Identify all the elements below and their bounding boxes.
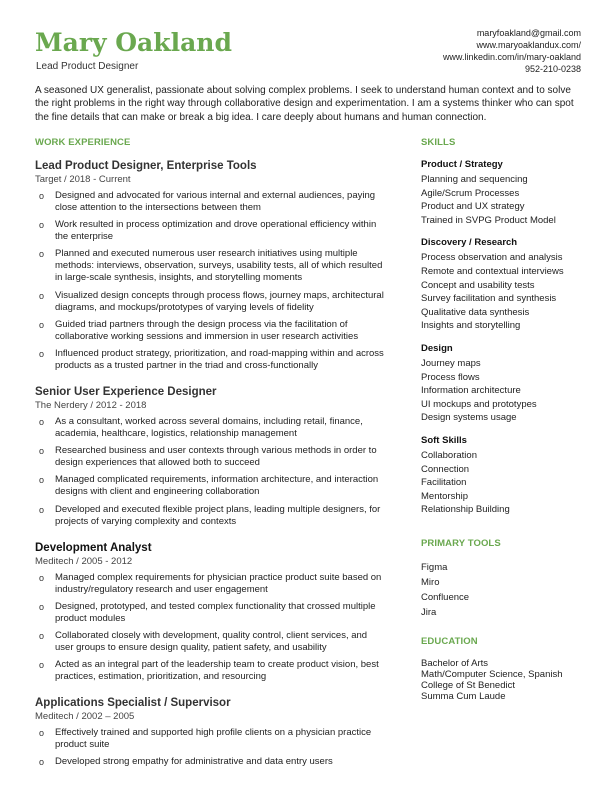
contact-linkedin[interactable]: www.linkedin.com/in/mary-oakland <box>442 52 581 62</box>
job-bullet <box>35 727 385 751</box>
tool-item: Jira <box>421 606 437 618</box>
job-list <box>35 159 385 768</box>
job-meta: Target / 2018 - Current <box>35 174 131 185</box>
hollow-circle-bullet-icon: o <box>39 475 45 486</box>
skill-groups <box>421 159 591 517</box>
contact-email[interactable]: maryfoakland@gmail.com <box>476 28 581 38</box>
job-bullet <box>35 445 385 469</box>
tool-item: Miro <box>421 576 440 588</box>
skill-item: Collaboration <box>421 449 477 461</box>
job-bullet <box>35 348 385 372</box>
job-bullet <box>35 756 385 768</box>
hollow-circle-bullet-icon: o <box>39 728 45 739</box>
job-bullet-text: Managed complicated requirements, information architecture, and interaction designs with client and engineering collaboration <box>55 474 379 498</box>
contact-website[interactable]: www.maryoaklandux.com/ <box>476 40 581 50</box>
skill-item: Process observation and analysis <box>421 252 563 264</box>
job-title: Lead Product Designer, Enterprise Tools <box>35 160 257 172</box>
contact-block <box>443 27 581 75</box>
skill-item: UI mockups and prototypes <box>421 398 537 410</box>
education-heading: EDUCATION <box>421 635 478 647</box>
job-bullet-text: Developed and executed flexible project plans, leading multiple designers, for projects of varying complexity and contexts <box>55 503 381 527</box>
hollow-circle-bullet-icon: o <box>39 630 45 641</box>
job-bullet <box>35 504 385 528</box>
job-title: Senior User Experience Designer <box>35 385 217 398</box>
skill-item: Concept and usability tests <box>421 279 535 291</box>
tools-heading: PRIMARY TOOLS <box>421 537 501 549</box>
hollow-circle-bullet-icon: o <box>39 249 45 260</box>
skill-group-items <box>421 357 591 425</box>
tools-list <box>421 560 591 620</box>
job-meta: The Nerdery / 2012 - 2018 <box>35 399 147 411</box>
job-entry <box>35 541 385 684</box>
skill-item: Information architecture <box>421 385 521 397</box>
hollow-circle-bullet-icon: o <box>39 660 45 671</box>
skill-item: Facilitation <box>421 477 467 489</box>
skill-item: Survey facilitation and synthesis <box>421 293 557 305</box>
job-entry <box>35 696 385 768</box>
education-item: Math/Computer Science, Spanish <box>421 668 563 680</box>
job-title: Development Analyst <box>35 541 152 554</box>
skill-item: Mentorship <box>421 490 468 502</box>
skill-item: Product and UX strategy <box>421 201 525 213</box>
job-meta: Meditech / 2002 – 2005 <box>35 711 135 723</box>
hollow-circle-bullet-icon: o <box>39 290 45 301</box>
hollow-circle-bullet-icon: o <box>39 348 45 359</box>
job-bullet-text: Acted as an integral part of the leadership team to create product vision, best practices, estimation, prioritization, and resourcing <box>55 659 379 683</box>
hollow-circle-bullet-icon: o <box>39 446 45 457</box>
job-bullet <box>35 290 385 314</box>
skill-group-heading: Design <box>421 342 453 354</box>
job-meta: Meditech / 2005 - 2012 <box>35 555 133 567</box>
hollow-circle-bullet-icon: o <box>39 191 45 201</box>
job-bullet <box>35 474 385 498</box>
hollow-circle-bullet-icon: o <box>39 504 45 515</box>
job-bullet <box>35 601 385 625</box>
job-bullet-text: Guided triad partners through the design process via the facilitation of collaborative working sessions and immersion in user research activities <box>55 318 359 342</box>
job-bullet-text: Managed complex requirements for physician practice product suite based on industry/regulatory research and user engagement <box>55 571 382 595</box>
job-bullet <box>35 659 385 683</box>
job-entry <box>35 385 385 528</box>
skill-item: Planning and sequencing <box>421 174 528 185</box>
summary-paragraph: A seasoned UX generalist, passionate about solving complex problems. I seek to understand human context and to solve the right problems in the right way through collaborative design and experimentation. I am a systems thinker who can spot the fine details that can make or break a big idea. I care deeply about humans and human connection. <box>35 85 574 123</box>
tool-item: Figma <box>421 561 448 573</box>
candidate-name: Mary Oakland <box>35 28 232 57</box>
skill-group-items <box>421 173 591 227</box>
job-bullets <box>35 572 385 684</box>
sidebar-column <box>421 137 591 702</box>
skill-group-heading: Product / Strategy <box>421 159 503 170</box>
job-bullets <box>35 727 385 768</box>
skill-group-heading: Soft Skills <box>421 434 467 446</box>
work-experience-column <box>35 137 385 773</box>
skill-group-items <box>421 449 591 517</box>
job-bullet-text: Designed, prototyped, and tested complex functionality that crossed multiple product modules <box>55 600 376 624</box>
hollow-circle-bullet-icon: o <box>39 319 45 330</box>
skill-group-heading: Discovery / Research <box>421 237 518 249</box>
education-item: Summa Cum Laude <box>421 690 506 702</box>
skill-item: Connection <box>421 463 470 475</box>
candidate-role: Lead Product Designer <box>36 61 139 72</box>
skill-item: Journey maps <box>421 357 481 369</box>
job-bullet-text: As a consultant, worked across several domains, including retail, finance, academia, healthcare, logistics, relationship management <box>55 415 363 439</box>
education-item: Bachelor of Arts <box>421 657 489 669</box>
job-bullet-text: Developed strong empathy for administrative and data entry users <box>55 756 333 768</box>
skill-item: Trained in SVPG Product Model <box>421 214 556 226</box>
hollow-circle-bullet-icon: o <box>39 572 45 583</box>
skill-item: Remote and contextual interviews <box>421 265 564 277</box>
skills-heading: SKILLS <box>421 137 456 148</box>
skill-group-items <box>421 251 591 333</box>
skill-item: Qualitative data synthesis <box>421 306 530 318</box>
job-bullet <box>35 572 385 596</box>
work-experience-heading: WORK EXPERIENCE <box>35 137 131 148</box>
job-bullet-text: Influenced product strategy, prioritization, and road-mapping within and across products as a trusted partner in the triad and cross-functionally <box>55 347 384 371</box>
job-bullet <box>35 219 385 243</box>
job-bullets <box>35 190 385 372</box>
tool-item: Confluence <box>421 591 470 603</box>
skill-item: Relationship Building <box>421 504 510 516</box>
job-bullet-text: Visualized design concepts through process flows, journey maps, architectural diagrams, and mockups/prototypes of varying levels of fidelity <box>55 289 384 313</box>
job-bullet-text: Planned and executed numerous user research initiatives using multiple methods: interviews, observation, surveys, usability tests, all of which resulted in large-scale synthesis, insights, and storytelling moments <box>55 248 383 284</box>
hollow-circle-bullet-icon: o <box>39 416 45 427</box>
job-bullet-text: Collaborated closely with development, quality control, client services, and user groups to ensure design quality, patient safety, and usability <box>55 629 368 653</box>
job-bullet <box>35 416 385 440</box>
hollow-circle-bullet-icon: o <box>39 220 45 231</box>
job-bullet <box>35 630 385 654</box>
skill-item: Design systems usage <box>421 412 517 424</box>
job-bullet <box>35 248 385 284</box>
contact-phone: 952-210-0238 <box>524 64 581 74</box>
job-bullet-text: Researched business and user contexts through various methods in order to design experiences that allowed both to succeed <box>55 445 377 469</box>
job-bullet <box>35 190 385 214</box>
hollow-circle-bullet-icon: o <box>39 601 45 612</box>
hollow-circle-bullet-icon: o <box>39 757 45 768</box>
job-entry <box>35 159 385 372</box>
skill-item: Insights and storytelling <box>421 320 521 332</box>
job-bullets <box>35 416 385 528</box>
job-bullet <box>35 319 385 343</box>
education-item: College of St Benedict <box>421 679 516 691</box>
job-title: Applications Specialist / Supervisor <box>35 697 231 710</box>
job-bullet-text: Work resulted in process optimization and drove operational efficiency within the enterprise <box>55 219 377 243</box>
skill-item: Process flows <box>421 371 480 383</box>
skill-item: Agile/Scrum Processes <box>421 187 520 199</box>
education-list <box>421 658 591 702</box>
job-bullet-text: Effectively trained and supported high profile clients on a physician practice product suite <box>55 727 372 751</box>
job-bullet-text: Designed and advocated for various internal and external audiences, paying close attention to the intersections between them <box>55 190 376 213</box>
